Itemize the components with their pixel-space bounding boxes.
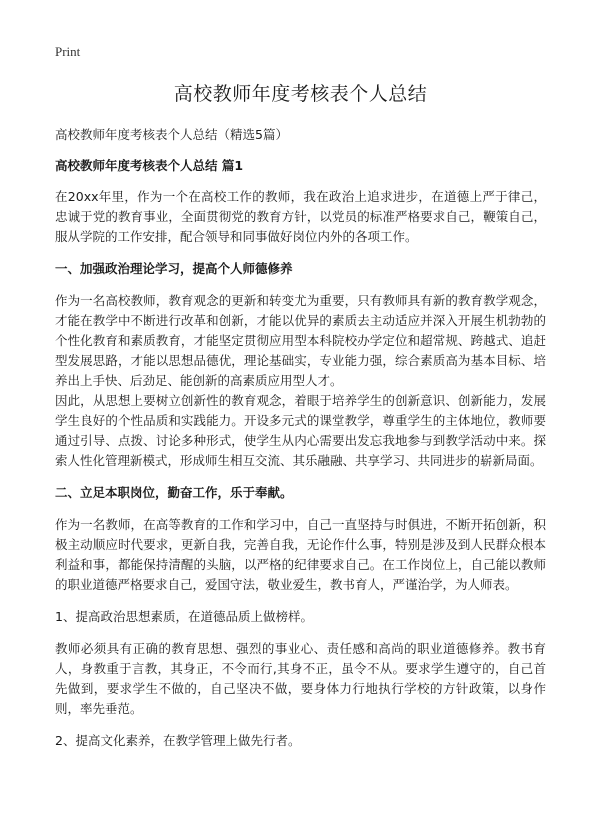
list-item-cultural-quality: 2、提高文化素养，在教学管理上做先行者。 — [55, 733, 301, 748]
paragraph-teacher-ethics: 教师必须具有正确的教育思想、强烈的事业心、责任感和高尚的职业道德修养。教书育人，身教重于言教，其身正，不令而行,其身不正，虽令不从。要求学生遵守的，自己首先做到，要求学生不做的，自己坚决不做，要身体力行地执行学校的方针政策，以身作则，率先垂范。 — [55, 641, 546, 716]
document-subtitle: 高校教师年度考核表个人总结（精选5篇） — [55, 127, 288, 142]
section-title: 高校教师年度考核表个人总结 篇1 — [55, 158, 244, 173]
heading-political-study: 一、加强政治理论学习，提高个人师德修养 — [55, 261, 293, 276]
page-title: 高校教师年度考核表个人总结 — [173, 83, 428, 105]
list-item-political-quality: 1、提高政治思想素质，在道德品质上做榜样。 — [55, 609, 313, 624]
paragraph-innovation: 因此，从思想上要树立创新性的教育观念，着眼于培养学生的创新意识、创新能力，发展学生良好的个性品质和实践能力。开设多元式的课堂教学，尊重学生的主体地位，教师要通过引导、点拨、讨论多种形式，使学生从内心需要出发忘我地参与到教学活动中来。探索人性化管理新模式，形成师生相互交流、其乐融融、共享学习、共同进步的崭新局面。 — [55, 393, 546, 468]
paragraph-teacher-role: 作为一名教师，在高等教育的工作和学习中，自己一直坚持与时俱进，不断开拓创新，积极主动顺应时代要求，更新自我，完善自我，无论作什么事，特别是涉及到人民群众根本利益和事，都能保持清醒的头脑，以严格的纪律要求自己。在工作岗位上，自己能以教师的职业道德严格要求自己，爱国守法，敬业爱生，教书育人，严谨治学，为人师表。 — [55, 517, 546, 592]
paragraph-education-concept: 作为一名高校教师，教育观念的更新和转变尤为重要，只有教师具有新的教育教学观念，才能在教学中不断进行改革和创新，才能以优异的素质去主动适应并深入开展生机勃勃的个性化教育和素质教育，才能坚定贯彻应用型本科院校办学定位和超常规、跨越式、追赶型发展思路，才能以思想品德优，理论基础实，专业能力强，综合素质高为基本目标、培养出上手快、后劲足、能创新的高素质应用型人才。 — [55, 293, 546, 388]
heading-dedication: 二、立足本职岗位，勤奋工作，乐于奉献。 — [55, 485, 293, 500]
intro-paragraph: 在20xx年里，作为一个在高校工作的教师，我在政治上追求进步，在道德上严于律己，忠诚于党的教育事业，全面贯彻党的教育方针，以党员的标准严格要求自己，鞭策自己，服从学院的工作安排，配合领导和同事做好岗位内外的各项工作。 — [55, 189, 546, 244]
print-label: Print — [55, 44, 81, 59]
